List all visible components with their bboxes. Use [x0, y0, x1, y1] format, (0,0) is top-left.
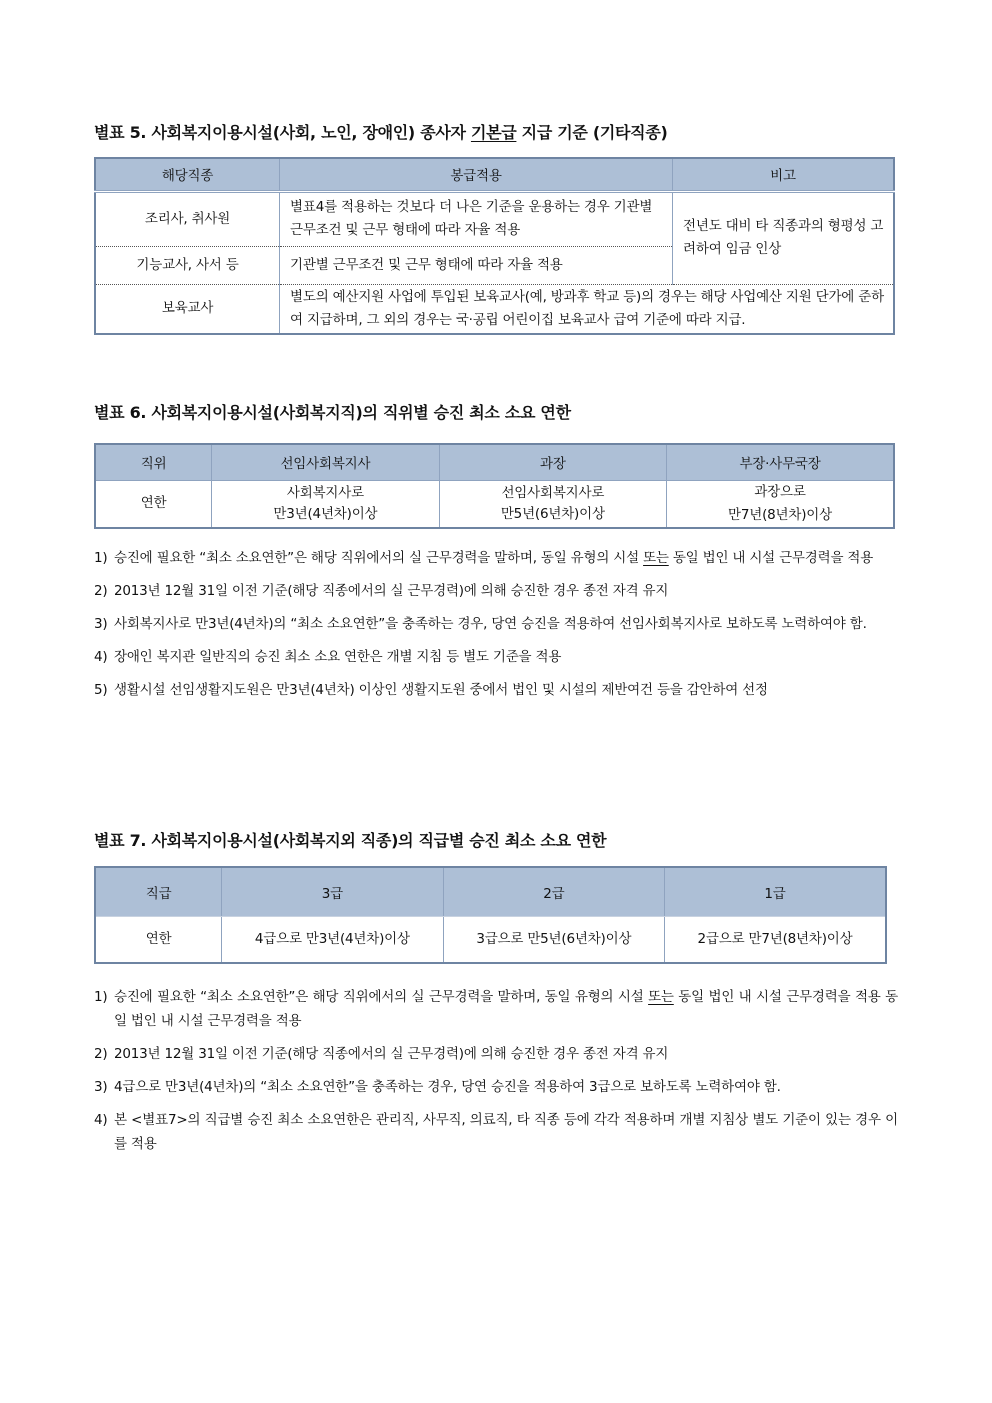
table6-cell	[439, 480, 666, 528]
table7-header-grade2: 2급	[443, 867, 664, 916]
table5-title	[94, 120, 668, 143]
table6-header-manager: 과장	[439, 444, 666, 480]
table7-header-grade1: 1급	[665, 867, 886, 916]
table7	[94, 866, 887, 964]
table5-cell-remark: 전년도 대비 타 직종과의 형평성 고려하여 임금 인상	[673, 191, 894, 284]
note-underlined: 또는	[643, 550, 669, 566]
table6-cell-line: 만7년(8년차)이상	[728, 506, 832, 523]
table6-notes	[94, 546, 898, 711]
note-number: 2)	[94, 1046, 108, 1062]
note-text: 4급으로 만3년(4년차)의 “최소 소요연한”을 충족하는 경우, 당연 승진을 적용하여 3급으로 보하도록 노력하여야 함.	[114, 1079, 781, 1095]
note-number: 2)	[94, 583, 108, 599]
table7-header-grade3: 3급	[222, 867, 443, 916]
table6	[94, 443, 895, 529]
note-text: 사회복지사로 만3년(4년차)의 “최소 소요연한”을 충족하는 경우, 당연 승진을 적용하여 선임사회복지사로 보하도록 노력하여야 함.	[114, 616, 867, 632]
table-row	[95, 284, 894, 334]
note-text: 승진에 필요한 “최소 소요연한”은 해당 직위에서의 실 근무경력을 말하며, 동일 유형의 시설	[114, 989, 649, 1005]
table7-cell: 2급으로 만7년(8년차)이상	[665, 916, 886, 963]
note-item	[94, 579, 898, 603]
table5-cell-job: 조리사, 취사원	[95, 191, 280, 246]
table-row	[95, 191, 894, 246]
note-number: 5)	[94, 682, 108, 698]
table6-header-director: 부장·사무국장	[667, 444, 894, 480]
note-text: 본 <별표7>의 직급별 승진 최소 소요연한은 관리직, 사무직, 의료직, 타 직종 등에 각각 적용하며 개별 지침상 별도 기준이 있는 경우 이를 적용	[114, 1112, 898, 1152]
table6-cell	[667, 480, 894, 528]
note-underlined: 또는	[648, 989, 674, 1005]
note-text: 승진에 필요한 “최소 소요연한”은 해당 직위에서의 실 근무경력을 말하며, 동일 유형의 시설	[114, 550, 644, 566]
table5	[94, 157, 895, 335]
table5-cell-pay: 기관별 근무조건 및 근무 형태에 따라 자율 적용	[280, 246, 673, 284]
note-number: 1)	[94, 989, 108, 1005]
table7-row-label: 연한	[95, 916, 222, 963]
table6-cell-line: 만3년(4년차)이상	[273, 505, 378, 522]
note-item	[94, 1042, 898, 1066]
table5-title-text: 별표 5. 사회복지이용시설(사회, 노인, 장애인) 종사자	[94, 123, 471, 142]
note-text: 2013년 12월 31일 이전 기준(해당 직종에서의 실 근무경력)에 의해 승진한 경우 종전 자격 유지	[114, 1046, 669, 1062]
note-text: 2013년 12월 31일 이전 기준(해당 직종에서의 실 근무경력)에 의해 승진한 경우 종전 자격 유지	[114, 583, 669, 599]
table6-row-label: 연한	[95, 480, 212, 528]
table5-header-job: 해당직종	[95, 158, 280, 191]
note-number: 3)	[94, 1079, 108, 1095]
table5-header-pay: 봉급적용	[280, 158, 673, 191]
table6-header-senior: 선임사회복지사	[212, 444, 439, 480]
table5-cell-job: 보육교사	[95, 284, 280, 334]
table5-cell-job: 기능교사, 사서 등	[95, 246, 280, 284]
note-item	[94, 1108, 898, 1156]
table5-cell-pay: 별표4를 적용하는 것보다 더 나은 기준을 운용하는 경우 기관별 근무조건 및 근무 형태에 따라 자율 적용	[280, 191, 673, 246]
table7-header-grade: 직급	[95, 867, 222, 916]
table5-title-underlined: 기본급	[470, 123, 517, 142]
note-number: 1)	[94, 550, 108, 566]
table6-cell-line: 선임사회복지사로	[501, 484, 605, 501]
note-item	[94, 1075, 898, 1099]
note-item	[94, 645, 898, 669]
table6-cell-line: 만5년(6년차)이상	[500, 505, 605, 522]
note-number: 4)	[94, 649, 108, 665]
note-text: 동일 법인 내 시설 근무경력을 적용	[668, 550, 874, 566]
note-item	[94, 678, 898, 702]
table7-cell: 3급으로 만5년(6년차)이상	[443, 916, 664, 963]
note-text: 생활시설 선임생활지도원은 만3년(4년차) 이상인 생활지도원 중에서 법인 및 시설의 제반여건 등을 감안하여 선정	[114, 682, 768, 698]
note-item	[94, 612, 898, 636]
table-row	[95, 480, 894, 528]
table7-title: 별표 7. 사회복지이용시설(사회복지외 직종)의 직급별 승진 최소 소요 연한	[94, 831, 607, 850]
note-text: 동일 법인 내 시설 근무경력을 적용 동일 법인 내 시설 근무경력을 적용	[114, 989, 898, 1029]
note-item	[94, 546, 898, 570]
table5-title-text-end: 지급 기준 (기타직종)	[516, 123, 668, 142]
table-row	[95, 916, 886, 963]
table6-title: 별표 6. 사회복지이용시설(사회복지직)의 직위별 승진 최소 소요 연한	[94, 403, 571, 422]
table6-header-position: 직위	[95, 444, 212, 480]
note-text: 장애인 복지관 일반직의 승진 최소 소요 연한은 개별 지침 등 별도 기준을 적용	[114, 649, 562, 665]
table7-cell: 4급으로 만3년(4년차)이상	[222, 916, 443, 963]
table6-cell	[212, 480, 439, 528]
table7-notes	[94, 985, 898, 1165]
note-number: 3)	[94, 616, 108, 632]
note-number: 4)	[94, 1112, 108, 1128]
note-item	[94, 985, 898, 1033]
table6-cell-line: 과장으로	[754, 483, 806, 500]
table5-cell-pay: 별도의 예산지원 사업에 투입된 보육교사(예, 방과후 학교 등)의 경우는 해당 사업예산 지원 단가에 준하여 지급하며, 그 외의 경우는 국·공립 어린이집 보육교사 급여 기준에 따라 지급.	[280, 284, 894, 334]
table6-cell-line: 사회복지사로	[286, 484, 364, 501]
table5-header-remark: 비고	[673, 158, 894, 191]
